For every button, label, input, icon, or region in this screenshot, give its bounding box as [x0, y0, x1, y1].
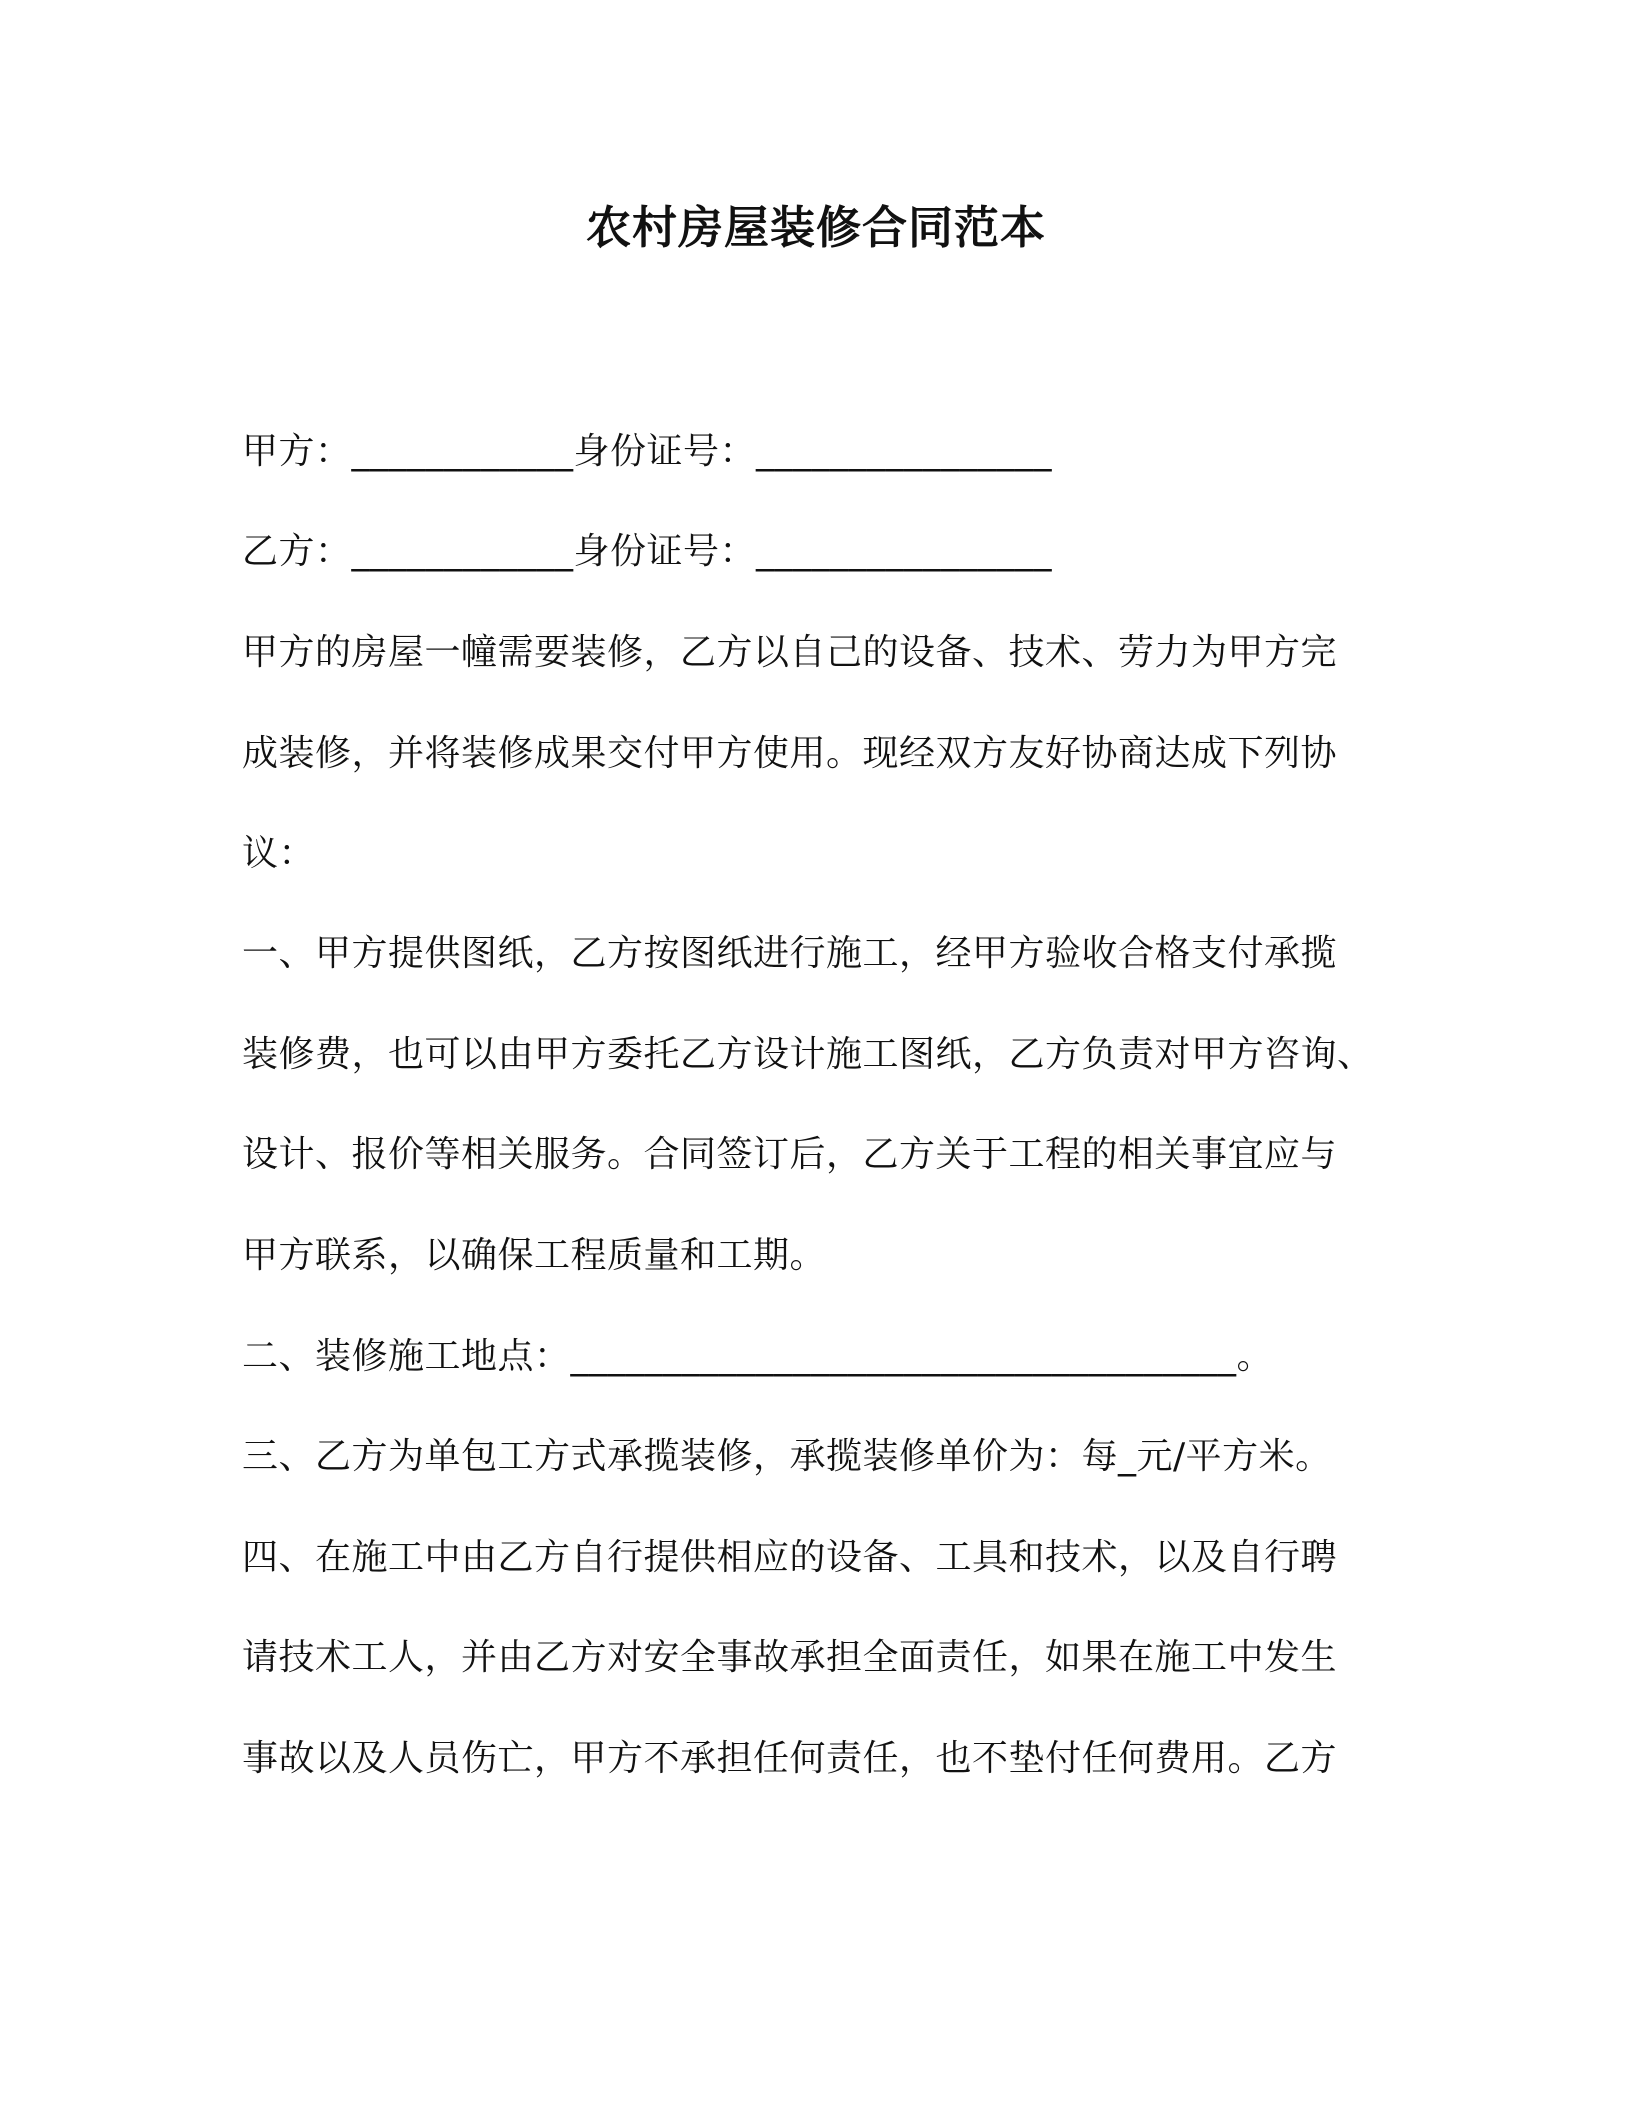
clause-3-line: 三、乙方为单包工方式承揽装修，承揽装修单价为：每_元/平方米。: [242, 1436, 1332, 1477]
body-line: 请技术工人，并由乙方对安全事故承担全面责任，如果在施工中发生: [242, 1637, 1338, 1678]
clause-4-line: 四、在施工中由乙方自行提供相应的设备、工具和技术，以及自行聘: [242, 1537, 1338, 1578]
body-line: 事故以及人员伤亡，甲方不承担任何责任，也不垫付任何费用。乙方: [242, 1738, 1338, 1779]
body-line: 装修费，也可以由甲方委托乙方设计施工图纸，乙方负责对甲方咨询、: [242, 1034, 1374, 1075]
body-line: 成装修，并将装修成果交付甲方使用。现经双方友好协商达成下列协: [242, 733, 1338, 774]
body-line: 甲方联系，以确保工程质量和工期。: [242, 1235, 827, 1276]
clause-1-line: 一、甲方提供图纸，乙方按图纸进行施工，经甲方验收合格支付承揽: [242, 933, 1338, 974]
body-line: 设计、报价等相关服务。合同签订后，乙方关于工程的相关事宜应与: [242, 1134, 1338, 1175]
document-title: 农村房屋装修合同范本: [585, 201, 1046, 254]
party-b-line: 乙方：____________身份证号：________________: [242, 531, 1053, 572]
clause-2-line: 二、装修施工地点：____________________________________。: [242, 1336, 1274, 1377]
party-a-line: 甲方：____________身份证号：________________: [242, 431, 1053, 472]
body-line: 议：: [242, 833, 316, 874]
body-line: 甲方的房屋一幢需要装修，乙方以自己的设备、技术、劳力为甲方完: [242, 632, 1338, 673]
